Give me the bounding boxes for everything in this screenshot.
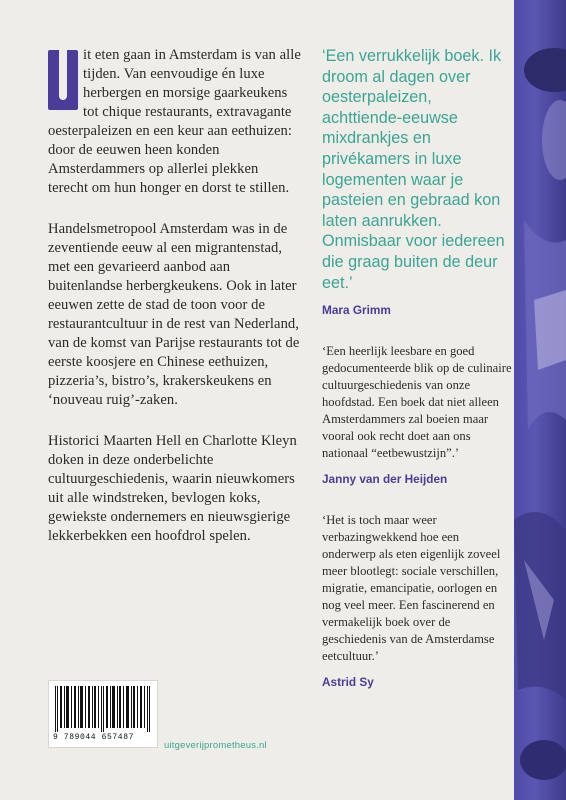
quote-2-text: ‘Een heerlijk leesbare en goed gedocumenteerde blik op de culinaire cultuurgeschiedenis van onze hoofdstad. Een boek dat niet alleen Amsterdammers zal boeien maar vooral ook recht doet aan ons nationaal “eetbewustzijn”.’ [322,344,512,461]
description-text [48,46,302,568]
barcode-icon [55,686,151,732]
paragraph-1-text: it eten gaan in Amsterdam is van alle tijden. Van eenvoudige én luxe herbergen en morsige gaarkeukens tot chique restaurants, extravagante oesterpaleizen en een keur aan eethuizen: door de eeuwen heen konden Amsterdammers op allerlei plekken terecht om hun honger en dorst te stillen. [48,47,301,196]
quote-1-author: Mara Grimm [322,303,391,318]
quote-2-author: Janny van der Heijden [322,472,448,487]
dropcap-letter [48,50,78,110]
isbn-barcode [48,680,158,748]
review-quotes [322,46,512,689]
paragraph-2: Handelsmetropool Amsterdam was in de zeventiende eeuw al een migrantenstad, met een gevarieerd aanbod aan buitenlandse herbergkeukens. Ook in later eeuwen zette de stad de toon voor de restaurantcultuur in de rest van Nederland, van de komst van Parijse restaurants tot de eerste koosjere en Chinese eethuizen, pizzeria’s, bistro’s, krakerskeukens en ‘nouveau ruig’-zaken. [48,221,300,408]
quote-3-author: Astrid Sy [322,675,374,690]
quote-1-text: ‘Een verrukkelijk boek. Ik droom al dagen over oesterpaleizen, achttiende-eeuwse mixdrankjes en privékamers in luxe logementen waar je pasteien en gebraad kon laten aanrukken. Onmisbaar voor iedereen die graag buiten de deur eet.’ [322,47,505,292]
cover-image-strip [514,0,566,800]
paragraph-3: Historici Maarten Hell en Charlotte Kleyn doken in deze onderbelichte cultuurgeschiedenis, waarin nieuwkomers uit alle windstreken, bevlogen koks, gewiekste ondernemers en nieuwsgierige lekkerbekken een hoofdrol spelen. [48,433,297,544]
quote-1 [322,46,512,317]
portrait-illustration [514,0,566,800]
quote-3 [322,512,512,689]
publisher-website: uitgeverijprometheus.nl [164,740,267,751]
isbn-number: 9 789044 657487 [53,733,135,742]
quote-2 [322,343,512,486]
paragraph-1 [48,46,302,198]
quote-3-text: ‘Het is toch maar weer verbazingwekkend hoe een onderwerp als eten eigenlijk zoveel meer blootlegt: sociale verschillen, migratie, emancipatie, oorlogen en nog veel meer. Een fascinerend en vermakelijk boek over de geschiedenis van de Amsterdamse eetcultuur.’ [322,513,501,664]
